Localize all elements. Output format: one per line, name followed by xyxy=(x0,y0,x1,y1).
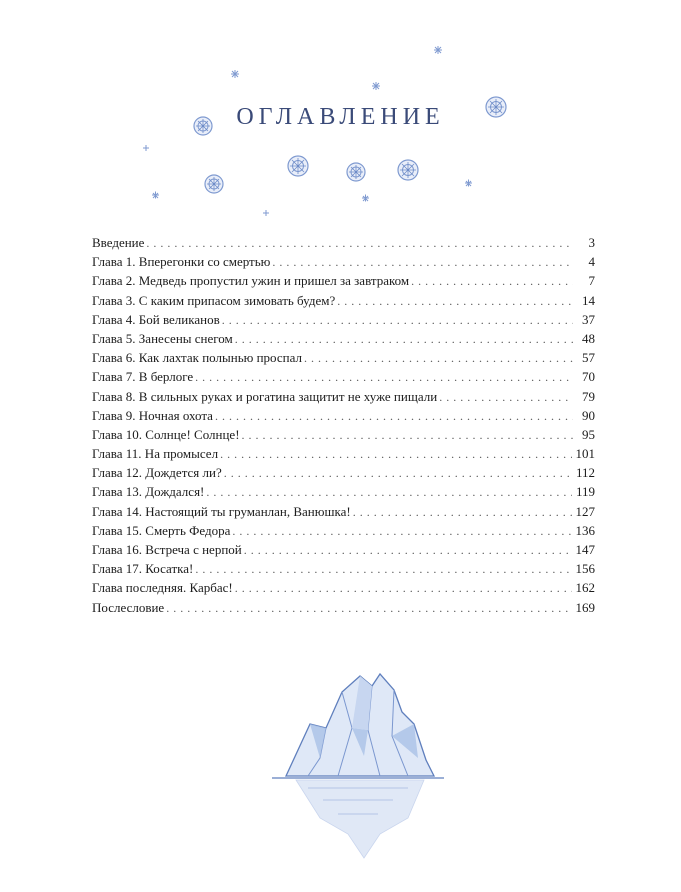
toc-entry-page-number: 14 xyxy=(582,292,595,308)
dot-leader xyxy=(166,599,571,618)
toc-entry xyxy=(92,502,595,521)
toc-entry xyxy=(92,444,595,463)
dot-leader xyxy=(206,483,572,502)
toc-entry xyxy=(92,521,595,540)
snowflake-icon xyxy=(288,156,308,176)
toc-entry-label: Глава 4. Бой великанов xyxy=(92,311,220,327)
toc-entry-page-number: 127 xyxy=(575,503,595,519)
toc-entry xyxy=(92,578,595,597)
toc-entry xyxy=(92,406,595,425)
toc-entry-page-number: 162 xyxy=(575,580,595,596)
dot-leader xyxy=(235,330,573,349)
toc-entry-label: Глава 6. Как лахтак полынью проспал xyxy=(92,350,302,366)
toc-entry-page-number: 90 xyxy=(582,407,595,423)
toc-entry-label: Глава 11. На промысел xyxy=(92,446,219,462)
dot-leader xyxy=(222,311,573,330)
toc-entry-page-number: 147 xyxy=(575,542,595,557)
snowflake-icon xyxy=(347,163,365,181)
toc-entry-label: Глава 10. Солнце! Солнце! xyxy=(92,426,240,442)
toc-entry-label: Глава 17. Косатка! xyxy=(92,561,194,577)
dot-leader xyxy=(272,253,573,272)
iceberg-illustration xyxy=(268,668,448,868)
toc-entry xyxy=(92,252,595,271)
table-of-contents xyxy=(92,233,595,617)
dot-leader xyxy=(337,292,573,311)
toc-entry-page-number: 136 xyxy=(575,522,595,538)
dot-leader xyxy=(232,522,571,541)
toc-entry-label: Глава 3. С каким припасом зимовать будем? xyxy=(92,292,336,308)
dot-leader xyxy=(215,407,573,426)
toc-entry-label: Глава 15. Смерть Федора xyxy=(92,522,231,538)
toc-entry-label: Глава 8. В сильных руках и рогатина защитит не хуже пищали xyxy=(92,388,438,404)
toc-entry xyxy=(92,425,595,444)
toc-entry-label: Глава 5. Занесены снегом xyxy=(92,330,233,346)
toc-entry-page-number: 119 xyxy=(575,484,595,500)
toc-entry xyxy=(92,598,595,617)
toc-entry-page-number: 57 xyxy=(582,350,595,366)
dot-leader xyxy=(411,272,573,291)
toc-entry-page-number: 101 xyxy=(575,446,595,462)
dot-leader xyxy=(353,503,572,522)
snowflake-icon xyxy=(143,46,472,216)
dot-leader xyxy=(224,464,572,483)
toc-entry-label: Глава 12. Дождется ли? xyxy=(92,465,222,481)
dot-leader xyxy=(439,388,573,407)
dot-leader xyxy=(195,560,571,579)
toc-entry-page-number: 112 xyxy=(575,465,595,481)
dot-leader xyxy=(244,541,572,560)
toc-entry-page-number: 48 xyxy=(582,330,595,346)
toc-entry-label: Глава последняя. Карбас! xyxy=(92,580,233,596)
toc-entry-label: Глава 14. Настоящий ты груманлан, Ванюшка! xyxy=(92,503,351,519)
toc-entry xyxy=(92,348,595,367)
dot-leader xyxy=(195,368,573,387)
toc-entry xyxy=(92,540,595,559)
toc-entry xyxy=(92,271,595,290)
snowflake-icon xyxy=(205,175,223,193)
toc-entry xyxy=(92,387,595,406)
snowflake-icon xyxy=(398,160,418,180)
toc-entry-page-number: 79 xyxy=(582,388,595,404)
dot-leader xyxy=(242,426,573,445)
toc-entry-label: Послесловие xyxy=(92,599,165,615)
toc-entry xyxy=(92,291,595,310)
dot-leader xyxy=(304,349,573,368)
toc-entry-page-number: 7 xyxy=(588,273,595,289)
toc-entry xyxy=(92,482,595,501)
toc-entry-label: Введение xyxy=(92,235,145,250)
toc-entry-page-number: 37 xyxy=(582,311,595,327)
toc-entry-page-number: 3 xyxy=(588,235,595,250)
toc-entry xyxy=(92,463,595,482)
toc-entry-label: Глава 16. Встреча с нерпой xyxy=(92,542,242,557)
toc-entry-label: Глава 1. Вперегонки со смертью xyxy=(92,254,271,270)
toc-entry-label: Глава 2. Медведь пропустил ужин и пришел за завтраком xyxy=(92,273,410,289)
toc-entry-label: Глава 13. Дождался! xyxy=(92,484,205,500)
toc-entry-page-number: 156 xyxy=(575,561,595,577)
toc-entry xyxy=(92,367,595,386)
toc-entry xyxy=(92,329,595,348)
toc-entry xyxy=(92,310,595,329)
page-title: ОГЛАВЛЕНИЕ xyxy=(236,104,445,130)
dot-leader xyxy=(235,579,572,598)
toc-entry-page-number: 4 xyxy=(588,254,595,270)
toc-entry-page-number: 169 xyxy=(575,599,595,615)
toc-entry-label: Глава 7. В берлоге xyxy=(92,369,194,385)
toc-entry-page-number: 70 xyxy=(582,369,595,385)
toc-entry-label: Глава 9. Ночная охота xyxy=(92,407,213,423)
toc-entry xyxy=(92,233,595,252)
dot-leader xyxy=(146,234,573,253)
dot-leader xyxy=(220,445,571,464)
toc-entry xyxy=(92,559,595,578)
toc-entry-page-number: 95 xyxy=(582,426,595,442)
